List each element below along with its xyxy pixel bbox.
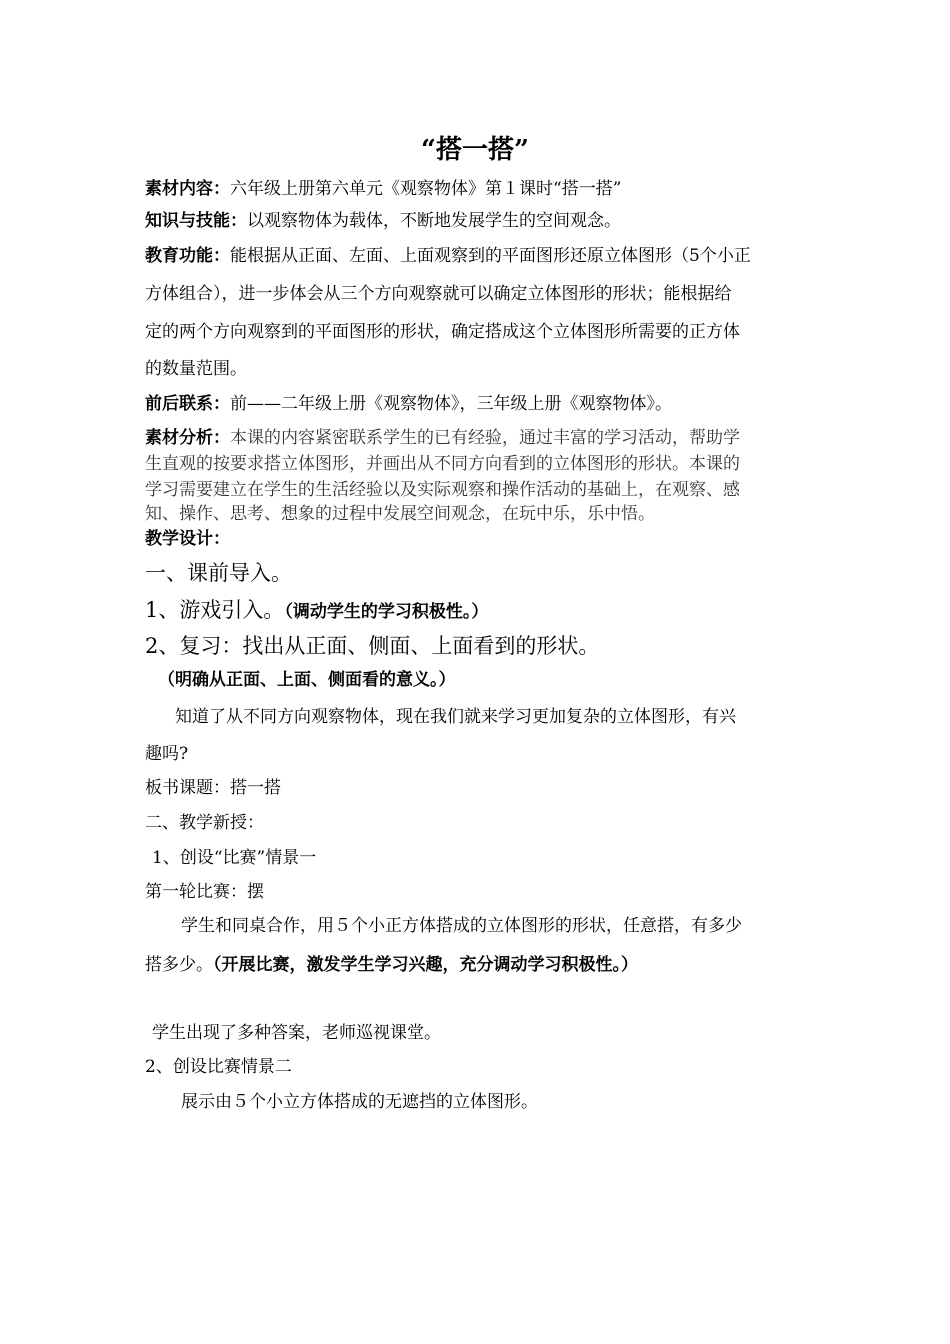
connection-label: 前后联系： — [145, 394, 230, 414]
para-1-line-1: 知道了从不同方向观察物体，现在我们就来学习更加复杂的立体图形，有兴 — [175, 707, 736, 727]
para-1-line-2: 趣吗? — [145, 744, 189, 764]
item-2-note: （明确从正面、上面、侧面看的意义。） — [158, 670, 456, 690]
design-label: 教学设计： — [145, 529, 230, 549]
section-1-heading: 一、课前导入。 — [145, 561, 292, 585]
analysis-text-1: 本课的内容紧密联系学生的已有经验，通过丰富的学习活动，帮助学 — [230, 428, 740, 448]
edu-function-line-4: 的数量范围。 — [145, 359, 247, 379]
para-3-line: 学生出现了多种答案，老师巡视课堂。 — [152, 1023, 441, 1043]
connection-text: 前——二年级上册《观察物体》，三年级上册《观察物体》。 — [230, 394, 672, 414]
knowledge-skill-line — [145, 210, 621, 232]
edu-function-line-1 — [145, 245, 751, 267]
scene-2-heading: 2、创设比赛情景二 — [145, 1057, 292, 1077]
analysis-line-1 — [145, 427, 740, 449]
page-title: “搭一搭” — [421, 135, 529, 165]
knowledge-skill-label: 知识与技能： — [145, 211, 247, 231]
edu-function-text-1: 能根据从正面、左面、上面观察到的平面图形还原立体图形（5个小正 — [230, 246, 751, 266]
round-1-heading: 第一轮比赛：摆 — [145, 882, 264, 902]
knowledge-skill-text: 以观察物体为载体，不断地发展学生的空间观念。 — [247, 211, 621, 231]
analysis-label: 素材分析： — [145, 428, 230, 448]
para-4-line: 展示由５个小立方体搭成的无遮挡的立体图形。 — [181, 1092, 538, 1112]
edu-function-line-2: 方体组合），进一步体会从三个方向观察就可以确定立体图形的形状；能根据给 — [145, 284, 732, 304]
edu-function-line-3: 定的两个方向观察到的平面图形的形状，确定搭成这个立体图形所需要的正方体 — [145, 322, 740, 342]
material-content-line — [145, 178, 621, 200]
board-title-line: 板书课题：搭一搭 — [145, 778, 281, 798]
edu-function-label: 教育功能： — [145, 246, 230, 266]
analysis-line-4: 知、操作、思考、想象的过程中发展空间观念，在玩中乐，乐中悟。 — [145, 504, 655, 524]
item-1-line — [145, 597, 488, 625]
para-2-line-1: 学生和同桌合作，用５个小正方体搭成的立体图形的形状，任意搭，有多少 — [181, 916, 742, 936]
material-content-text: 六年级上册第六单元《观察物体》第１课时“搭一搭” — [230, 179, 622, 199]
section-2-heading: 二、教学新授： — [145, 813, 264, 833]
item-1-note: （调动学生的学习积极性。） — [284, 602, 489, 622]
connection-line — [145, 393, 672, 415]
scene-1-heading: 1、创设“比赛”情景一 — [152, 848, 317, 868]
material-content-label: 素材内容： — [145, 179, 230, 199]
item-2-line: 2、复习：找出从正面、侧面、上面看到的形状。 — [145, 634, 600, 658]
para-2-text: 搭多少。 — [145, 955, 213, 975]
analysis-line-2: 生直观的按要求搭立体图形，并画出从不同方向看到的立体图形的形状。本课的 — [145, 454, 740, 474]
para-2-note: （开展比赛，激发学生学习兴趣，充分调动学习积极性。） — [213, 955, 638, 975]
para-2-line-2 — [145, 954, 638, 976]
analysis-line-3: 学习需要建立在学生的生活经验以及实际观察和操作活动的基础上，在观察、感 — [145, 480, 740, 500]
item-1-text: 1、游戏引入。 — [145, 598, 285, 622]
